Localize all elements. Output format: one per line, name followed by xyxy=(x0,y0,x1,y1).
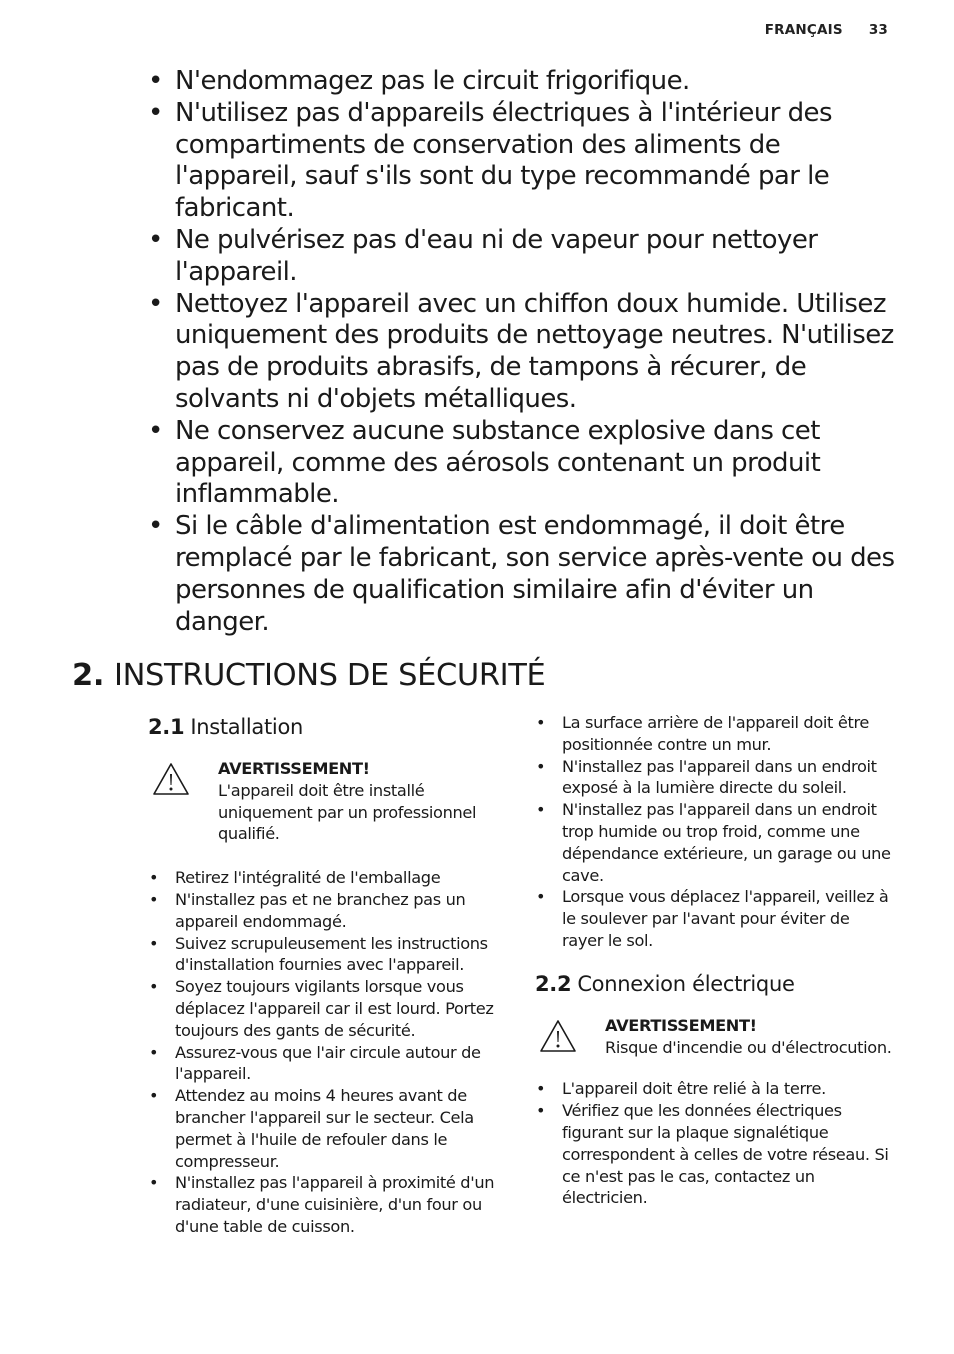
installation-list-continued xyxy=(535,712,895,952)
section-number: 2. xyxy=(72,658,105,693)
list-item: • N'installez pas l'appareil dans un endroit trop humide ou trop froid, comme une dépendance extérieure, un garage ou une cave. xyxy=(535,799,895,886)
right-column xyxy=(535,712,895,1209)
list-item: • Suivez scrupuleusement les instructions d'installation fournies avec l'appareil. xyxy=(148,933,508,977)
list-item: • N'endommagez pas le circuit frigorifique. xyxy=(148,66,908,98)
warning-triangle-icon xyxy=(152,762,190,796)
subsection-heading-installation xyxy=(148,712,508,742)
safety-bullet-list xyxy=(148,66,908,638)
subsection-title: Installation xyxy=(190,715,304,739)
warning-box xyxy=(535,1015,895,1059)
warning-text: L'appareil doit être installé uniquement par un professionnel qualifié. xyxy=(218,780,477,844)
installation-list xyxy=(148,867,508,1238)
list-item: • Nettoyez l'appareil avec un chiffon doux humide. Utilisez uniquement des produits de nettoyage neutres. N'utilisez pas de produits abrasifs, de tampons à récurer, de solvants ni d'objets métalliques. xyxy=(148,289,908,416)
warning-text: Risque d'incendie ou d'électrocution. xyxy=(605,1037,892,1057)
subsection-number: 2.2 xyxy=(535,971,572,996)
electrical-list xyxy=(535,1078,895,1209)
list-item: • Attendez au moins 4 heures avant de brancher l'appareil sur le secteur. Cela permet à l'huile de refouler dans le compresseur. xyxy=(148,1085,508,1172)
list-item: • Ne pulvérisez pas d'eau ni de vapeur pour nettoyer l'appareil. xyxy=(148,225,908,289)
subsection-number: 2.1 xyxy=(148,715,185,739)
warning-triangle-icon xyxy=(539,1019,577,1053)
section-title: INSTRUCTIONS DE SÉCURITÉ xyxy=(114,658,546,693)
subsection-title: Connexion électrique xyxy=(577,971,795,996)
list-item: • L'appareil doit être relié à la terre. xyxy=(535,1078,895,1100)
list-item: • Assurez-vous que l'air circule autour de l'appareil. xyxy=(148,1042,508,1086)
list-item: • N'installez pas l'appareil dans un endroit exposé à la lumière directe du soleil. xyxy=(535,756,895,800)
list-item: • Lorsque vous déplacez l'appareil, veillez à le soulever par l'avant pour éviter de rayer le sol. xyxy=(535,886,895,951)
left-column xyxy=(148,712,508,1238)
list-item: • N'utilisez pas d'appareils électriques à l'intérieur des compartiments de conservation des aliments de l'appareil, sauf s'ils sont du type recommandé par le fabricant. xyxy=(148,98,908,225)
list-item: • Vérifiez que les données électriques figurant sur la plaque signalétique correspondent à celles de votre réseau. Si ce n'est pas le cas, contactez un électricien. xyxy=(535,1100,895,1209)
list-item: • N'installez pas et ne branchez pas un appareil endommagé. xyxy=(148,889,508,933)
page-number: 33 xyxy=(868,22,888,38)
section-heading xyxy=(72,656,545,696)
list-item: • Ne conservez aucune substance explosive dans cet appareil, comme des aérosols contenant un produit inflammable. xyxy=(148,416,908,511)
warning-title: AVERTISSEMENT! xyxy=(605,1015,757,1035)
list-item: • La surface arrière de l'appareil doit être positionnée contre un mur. xyxy=(535,712,895,756)
list-item: • Soyez toujours vigilants lorsque vous déplacez l'appareil car il est lourd. Portez toujours des gants de sécurité. xyxy=(148,976,508,1041)
subsection-heading-electrical xyxy=(535,969,895,999)
list-item: • N'installez pas l'appareil à proximité d'un radiateur, d'une cuisinière, d'un four ou d'une table de cuisson. xyxy=(148,1172,508,1237)
list-item: • Retirez l'intégralité de l'emballage xyxy=(148,867,508,889)
warning-title: AVERTISSEMENT! xyxy=(218,759,370,778)
warning-box xyxy=(148,758,508,845)
page-header xyxy=(765,22,888,38)
header-language: FRANÇAIS xyxy=(764,22,843,38)
list-item: • Si le câble d'alimentation est endommagé, il doit être remplacé par le fabricant, son service après-vente ou des personnes de qualification similaire afin d'éviter un danger. xyxy=(148,511,908,638)
